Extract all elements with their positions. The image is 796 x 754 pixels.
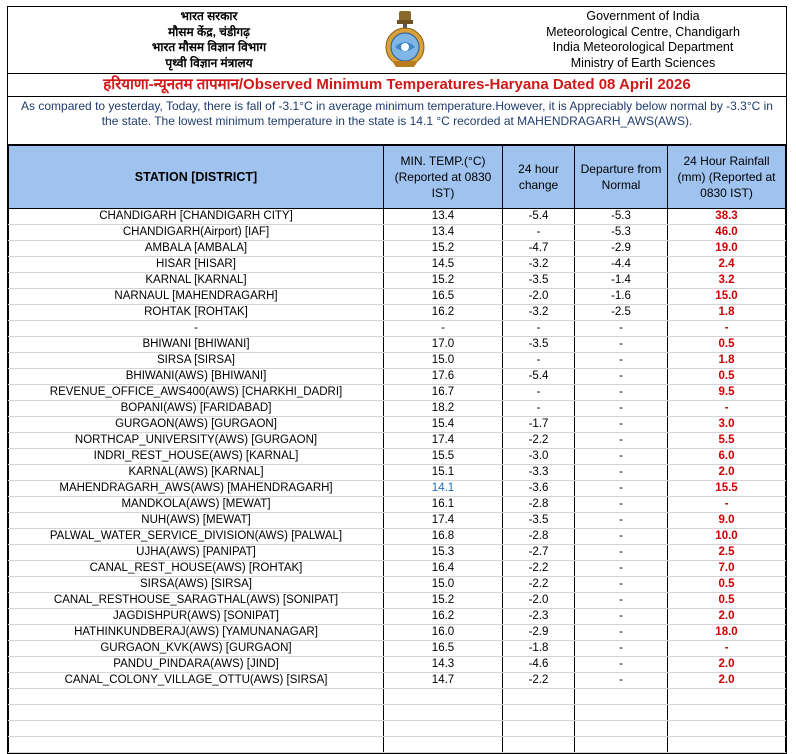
change-cell: -3.5 xyxy=(503,513,575,529)
change-cell: -2.0 xyxy=(503,289,575,305)
change-cell: - xyxy=(503,353,575,369)
table-row xyxy=(9,593,786,609)
rainfall-cell: 38.3 xyxy=(668,209,786,225)
empty-cell xyxy=(9,721,384,737)
english-line: Government of India xyxy=(586,9,700,23)
rainfall-cell: 0.5 xyxy=(668,369,786,385)
table-row xyxy=(9,641,786,657)
table-row xyxy=(9,385,786,401)
rainfall-cell: 2.0 xyxy=(668,609,786,625)
station-cell: SIRSA(AWS) [SIRSA] xyxy=(9,577,384,593)
change-cell: -3.2 xyxy=(503,257,575,273)
change-cell: -3.2 xyxy=(503,305,575,321)
rainfall-cell: 9.5 xyxy=(668,385,786,401)
station-cell: CANAL_REST_HOUSE(AWS) [ROHTAK] xyxy=(9,561,384,577)
table-row xyxy=(9,577,786,593)
table-row xyxy=(9,257,786,273)
empty-cell xyxy=(575,721,668,737)
change-column-header: 24 hour change xyxy=(503,146,575,209)
rainfall-column-header: 24 Hour Rainfall (mm) (Reported at 0830 IST) xyxy=(668,146,786,209)
empty-cell xyxy=(503,721,575,737)
change-cell: -3.5 xyxy=(503,273,575,289)
table-row xyxy=(9,497,786,513)
table-row xyxy=(9,273,786,289)
english-org-block xyxy=(508,9,778,71)
departure-cell: - xyxy=(575,641,668,657)
change-cell: - xyxy=(503,401,575,417)
station-cell: GURGAON_KVK(AWS) [GURGAON] xyxy=(9,641,384,657)
rainfall-cell: 2.5 xyxy=(668,545,786,561)
table-row xyxy=(9,657,786,673)
bulletin-header xyxy=(8,7,786,74)
departure-cell: -1.6 xyxy=(575,289,668,305)
rainfall-cell: 3.0 xyxy=(668,417,786,433)
min-temp-cell: 17.4 xyxy=(384,433,503,449)
min-temp-cell: 17.6 xyxy=(384,369,503,385)
change-cell: - xyxy=(503,321,575,337)
departure-cell: - xyxy=(575,433,668,449)
station-cell: KARNAL(AWS) [KARNAL] xyxy=(9,465,384,481)
station-cell: BHIWANI(AWS) [BHIWANI] xyxy=(9,369,384,385)
rainfall-cell: 2.0 xyxy=(668,673,786,689)
min-temp-cell: 13.4 xyxy=(384,225,503,241)
change-cell: -4.7 xyxy=(503,241,575,257)
min-temp-cell: 16.1 xyxy=(384,497,503,513)
change-cell: - xyxy=(503,225,575,241)
departure-cell: - xyxy=(575,465,668,481)
empty-cell xyxy=(503,705,575,721)
empty-row xyxy=(9,705,786,721)
min-temp-cell: - xyxy=(384,321,503,337)
hindi-line: भारत मौसम विज्ञान विभाग xyxy=(151,40,267,54)
table-row xyxy=(9,225,786,241)
bulletin-title: हरियाणा-न्यूनतम तापमान/Observed Minimum Temperatures-Haryana Dated 08 April 2026 xyxy=(8,74,786,97)
english-line: Meteorological Centre, Chandigarh xyxy=(546,24,740,39)
hindi-line: पृथ्वी विज्ञान मंत्रालय xyxy=(165,55,253,70)
table-row xyxy=(9,481,786,497)
station-cell: CANAL_COLONY_VILLAGE_OTTU(AWS) [SIRSA] xyxy=(9,673,384,689)
change-cell: -2.2 xyxy=(503,561,575,577)
change-cell: -2.2 xyxy=(503,577,575,593)
temperature-summary: As compared to yesterday, Today, there is fall of -3.1°C in average minimum temperature.However, it is Appreciably below normal by -3.3°C in the state. The lowest minimum temperature in the state is 14.1 °C recorded at MAHENDRAGARH_AWS(AWS). xyxy=(8,97,786,145)
rainfall-cell: - xyxy=(668,641,786,657)
empty-cell xyxy=(668,689,786,705)
table-row xyxy=(9,465,786,481)
departure-column-header: Departure from Normal xyxy=(575,146,668,209)
departure-cell: - xyxy=(575,625,668,641)
departure-cell: -4.4 xyxy=(575,257,668,273)
station-cell: - xyxy=(9,321,384,337)
departure-cell: - xyxy=(575,385,668,401)
rainfall-cell: 2.0 xyxy=(668,657,786,673)
departure-cell: - xyxy=(575,481,668,497)
departure-cell: - xyxy=(575,337,668,353)
station-cell: BOPANI(AWS) [FARIDABAD] xyxy=(9,401,384,417)
change-cell: -3.0 xyxy=(503,449,575,465)
station-cell: CHANDIGARH [CHANDIGARH CITY] xyxy=(9,209,384,225)
table-body xyxy=(9,209,786,753)
table-row xyxy=(9,209,786,225)
table-row xyxy=(9,305,786,321)
table-row xyxy=(9,321,786,337)
station-cell: HISAR [HISAR] xyxy=(9,257,384,273)
empty-cell xyxy=(384,705,503,721)
min-temp-cell: 17.0 xyxy=(384,337,503,353)
station-cell: PALWAL_WATER_SERVICE_DIVISION(AWS) [PALWAL] xyxy=(9,529,384,545)
departure-cell: -2.9 xyxy=(575,241,668,257)
rainfall-cell: 3.2 xyxy=(668,273,786,289)
rainfall-cell: 2.4 xyxy=(668,257,786,273)
change-cell: -2.7 xyxy=(503,545,575,561)
departure-cell: - xyxy=(575,577,668,593)
min-temp-cell: 16.4 xyxy=(384,561,503,577)
rainfall-cell: 1.8 xyxy=(668,353,786,369)
min-temp-cell: 15.5 xyxy=(384,449,503,465)
station-cell: INDRI_REST_HOUSE(AWS) [KARNAL] xyxy=(9,449,384,465)
station-cell: UJHA(AWS) [PANIPAT] xyxy=(9,545,384,561)
departure-cell: -5.3 xyxy=(575,209,668,225)
station-cell: BHIWANI [BHIWANI] xyxy=(9,337,384,353)
station-cell: MANDKOLA(AWS) [MEWAT] xyxy=(9,497,384,513)
departure-cell: - xyxy=(575,561,668,577)
departure-cell: - xyxy=(575,401,668,417)
change-cell: -2.8 xyxy=(503,497,575,513)
min-temp-cell: 15.0 xyxy=(384,353,503,369)
table-row xyxy=(9,401,786,417)
empty-cell xyxy=(9,689,384,705)
station-cell: PANDU_PINDARA(AWS) [JIND] xyxy=(9,657,384,673)
change-cell: - xyxy=(503,385,575,401)
departure-cell: -5.3 xyxy=(575,225,668,241)
departure-cell: - xyxy=(575,593,668,609)
min-temp-cell: 14.5 xyxy=(384,257,503,273)
change-cell: -3.3 xyxy=(503,465,575,481)
empty-cell xyxy=(384,721,503,737)
min-temp-cell: 16.2 xyxy=(384,609,503,625)
min-temp-cell: 16.5 xyxy=(384,289,503,305)
empty-cell xyxy=(384,689,503,705)
rainfall-cell: 6.0 xyxy=(668,449,786,465)
table-row xyxy=(9,417,786,433)
table-row xyxy=(9,449,786,465)
empty-row xyxy=(9,689,786,705)
min-temp-cell: 15.1 xyxy=(384,465,503,481)
min-temp-cell: 14.3 xyxy=(384,657,503,673)
station-cell: CANAL_RESTHOUSE_SARAGTHAL(AWS) [SONIPAT] xyxy=(9,593,384,609)
min-temp-cell: 16.0 xyxy=(384,625,503,641)
departure-cell: - xyxy=(575,321,668,337)
empty-row xyxy=(9,721,786,737)
table-row xyxy=(9,241,786,257)
change-cell: -2.2 xyxy=(503,433,575,449)
empty-cell xyxy=(575,705,668,721)
table-row xyxy=(9,673,786,689)
english-line: India Meteorological Department xyxy=(552,40,734,54)
min-temp-cell: 14.1 xyxy=(384,481,503,497)
change-cell: -2.8 xyxy=(503,529,575,545)
change-cell: -2.0 xyxy=(503,593,575,609)
min-temp-cell: 18.2 xyxy=(384,401,503,417)
departure-cell: - xyxy=(575,369,668,385)
empty-cell xyxy=(9,705,384,721)
departure-cell: -2.5 xyxy=(575,305,668,321)
table-row xyxy=(9,513,786,529)
station-cell: SIRSA [SIRSA] xyxy=(9,353,384,369)
empty-cell xyxy=(503,689,575,705)
bulletin-sheet xyxy=(7,6,787,754)
min-temp-cell: 17.4 xyxy=(384,513,503,529)
hindi-line: भारत सरकार xyxy=(180,9,238,23)
rainfall-cell: 9.0 xyxy=(668,513,786,529)
min-temp-cell: 16.7 xyxy=(384,385,503,401)
departure-cell: - xyxy=(575,529,668,545)
station-cell: KARNAL [KARNAL] xyxy=(9,273,384,289)
min-temp-cell: 15.2 xyxy=(384,241,503,257)
min-temp-cell: 13.4 xyxy=(384,209,503,225)
station-column-header: STATION [DISTRICT] xyxy=(9,146,384,209)
station-cell: NUH(AWS) [MEWAT] xyxy=(9,513,384,529)
min-temp-cell: 15.2 xyxy=(384,593,503,609)
min-temp-cell: 16.8 xyxy=(384,529,503,545)
station-cell: AMBALA [AMBALA] xyxy=(9,241,384,257)
hindi-org-block xyxy=(94,9,324,71)
table-row xyxy=(9,625,786,641)
table-row xyxy=(9,353,786,369)
station-cell: GURGAON(AWS) [GURGAON] xyxy=(9,417,384,433)
rainfall-cell: 15.5 xyxy=(668,481,786,497)
rainfall-cell: 46.0 xyxy=(668,225,786,241)
station-cell: JAGDISHPUR(AWS) [SONIPAT] xyxy=(9,609,384,625)
min-temp-cell: 16.2 xyxy=(384,305,503,321)
departure-cell: -1.4 xyxy=(575,273,668,289)
change-cell: -2.9 xyxy=(503,625,575,641)
empty-cell xyxy=(668,705,786,721)
station-cell: MAHENDRAGARH_AWS(AWS) [MAHENDRAGARH] xyxy=(9,481,384,497)
station-cell: CHANDIGARH(Airport) [IAF] xyxy=(9,225,384,241)
departure-cell: - xyxy=(575,673,668,689)
departure-cell: - xyxy=(575,417,668,433)
departure-cell: - xyxy=(575,449,668,465)
rainfall-cell: 0.5 xyxy=(668,337,786,353)
min-temp-cell: 15.4 xyxy=(384,417,503,433)
table-row xyxy=(9,369,786,385)
departure-cell: - xyxy=(575,513,668,529)
station-cell: REVENUE_OFFICE_AWS400(AWS) [CHARKHI_DADRI] xyxy=(9,385,384,401)
rainfall-cell: 7.0 xyxy=(668,561,786,577)
rainfall-cell: 19.0 xyxy=(668,241,786,257)
departure-cell: - xyxy=(575,657,668,673)
english-line: Ministry of Earth Sciences xyxy=(570,55,716,70)
station-cell: HATHINKUNDBERAJ(AWS) [YAMUNANAGAR] xyxy=(9,625,384,641)
min-temp-cell: 15.2 xyxy=(384,273,503,289)
departure-cell: - xyxy=(575,497,668,513)
min-temp-cell: 15.0 xyxy=(384,577,503,593)
table-row xyxy=(9,337,786,353)
rainfall-cell: 10.0 xyxy=(668,529,786,545)
change-cell: -2.2 xyxy=(503,673,575,689)
min-temp-cell: 15.3 xyxy=(384,545,503,561)
rainfall-cell: - xyxy=(668,321,786,337)
rainfall-cell: 5.5 xyxy=(668,433,786,449)
table-row xyxy=(9,561,786,577)
min-temp-cell: 16.5 xyxy=(384,641,503,657)
table-row xyxy=(9,545,786,561)
hindi-line: मौसम केंद्र, चंडीगढ़ xyxy=(168,24,250,39)
change-cell: -5.4 xyxy=(503,369,575,385)
table-row xyxy=(9,289,786,305)
empty-cell xyxy=(575,689,668,705)
station-cell: ROHTAK [ROHTAK] xyxy=(9,305,384,321)
departure-cell: - xyxy=(575,353,668,369)
rainfall-cell: - xyxy=(668,497,786,513)
table-row xyxy=(9,529,786,545)
rainfall-cell: 18.0 xyxy=(668,625,786,641)
change-cell: -1.7 xyxy=(503,417,575,433)
rainfall-cell: 2.0 xyxy=(668,465,786,481)
min-temp-cell: 14.7 xyxy=(384,673,503,689)
departure-cell: - xyxy=(575,545,668,561)
rainfall-cell: - xyxy=(668,401,786,417)
change-cell: -4.6 xyxy=(503,657,575,673)
table-row xyxy=(9,609,786,625)
station-cell: NARNAUL [MAHENDRAGARH] xyxy=(9,289,384,305)
change-cell: -2.3 xyxy=(503,609,575,625)
rainfall-cell: 1.8 xyxy=(668,305,786,321)
rainfall-cell: 0.5 xyxy=(668,577,786,593)
rainfall-cell: 0.5 xyxy=(668,593,786,609)
change-cell: -3.5 xyxy=(503,337,575,353)
rainfall-cell: 15.0 xyxy=(668,289,786,305)
imd-emblem-icon xyxy=(380,9,430,71)
temperature-table xyxy=(8,145,786,753)
table-header-row xyxy=(9,146,786,209)
departure-cell: - xyxy=(575,609,668,625)
change-cell: -5.4 xyxy=(503,209,575,225)
station-cell: NORTHCAP_UNIVERSITY(AWS) [GURGAON] xyxy=(9,433,384,449)
table-row xyxy=(9,433,786,449)
change-cell: -3.6 xyxy=(503,481,575,497)
min-temp-column-header: MIN. TEMP.(°C) (Reported at 0830 IST) xyxy=(384,146,503,209)
change-cell: -1.8 xyxy=(503,641,575,657)
empty-cell xyxy=(668,721,786,737)
